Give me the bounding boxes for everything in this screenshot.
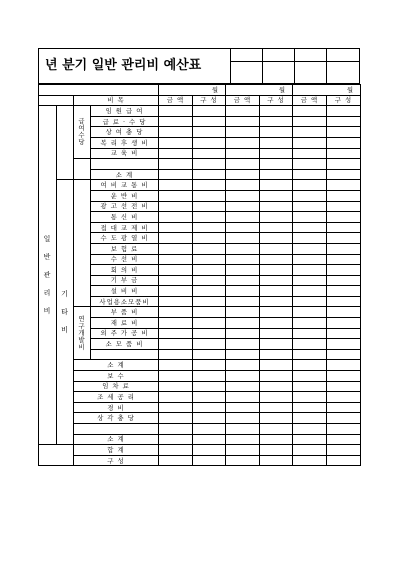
salary-sub-blank bbox=[74, 159, 91, 180]
value-cell[interactable] bbox=[226, 116, 260, 127]
value-cell[interactable] bbox=[193, 339, 226, 350]
value-cell[interactable] bbox=[327, 339, 361, 350]
group-rnd-label bbox=[74, 307, 91, 360]
value-cell[interactable] bbox=[193, 169, 226, 180]
value-cell[interactable] bbox=[327, 169, 361, 180]
value-cell[interactable] bbox=[226, 413, 260, 424]
value-cell[interactable] bbox=[260, 413, 293, 424]
value-cell[interactable] bbox=[293, 360, 327, 371]
column-header-row bbox=[39, 95, 361, 106]
value-cell[interactable] bbox=[193, 265, 226, 276]
value-cell[interactable] bbox=[293, 296, 327, 307]
value-cell[interactable] bbox=[226, 137, 260, 148]
value-cell[interactable] bbox=[193, 328, 226, 339]
value-cell[interactable] bbox=[260, 201, 293, 212]
table-row bbox=[39, 455, 361, 466]
value-cell[interactable] bbox=[159, 445, 193, 456]
value-cell[interactable] bbox=[327, 402, 361, 413]
value-cell[interactable] bbox=[159, 212, 193, 223]
value-cell[interactable] bbox=[193, 318, 226, 329]
value-cell[interactable] bbox=[293, 307, 327, 318]
value-cell[interactable] bbox=[159, 339, 193, 350]
value-cell[interactable] bbox=[293, 381, 327, 392]
composition-header-2: 구 성 bbox=[267, 96, 285, 105]
group-salary-label-char: 여 bbox=[78, 124, 86, 133]
value-cell[interactable] bbox=[193, 275, 226, 286]
value-cell[interactable] bbox=[159, 116, 193, 127]
value-cell[interactable] bbox=[327, 445, 361, 456]
value-cell[interactable] bbox=[260, 371, 293, 382]
value-cell[interactable] bbox=[327, 424, 361, 435]
value-cell[interactable] bbox=[193, 371, 226, 382]
group-salary-label-char: 당 bbox=[78, 138, 86, 147]
row-label: 소 계 bbox=[74, 360, 159, 371]
value-cell[interactable] bbox=[293, 243, 327, 254]
group-salary-blank bbox=[57, 106, 74, 180]
value-cell[interactable] bbox=[293, 318, 327, 329]
value-cell[interactable] bbox=[327, 360, 361, 371]
value-cell[interactable] bbox=[293, 106, 327, 117]
value-cell[interactable] bbox=[260, 106, 293, 117]
value-cell[interactable] bbox=[193, 127, 226, 138]
value-cell[interactable] bbox=[293, 190, 327, 201]
value-cell[interactable] bbox=[226, 424, 260, 435]
value-cell[interactable] bbox=[327, 212, 361, 223]
group-other-label-char: 비 bbox=[61, 326, 69, 335]
value-cell[interactable] bbox=[159, 190, 193, 201]
month-label-1: 월 bbox=[211, 85, 219, 94]
value-cell[interactable] bbox=[293, 180, 327, 191]
value-cell[interactable] bbox=[159, 169, 193, 180]
value-cell[interactable] bbox=[293, 137, 327, 148]
table-row bbox=[39, 381, 361, 392]
value-cell[interactable] bbox=[193, 434, 226, 445]
value-cell[interactable] bbox=[293, 169, 327, 180]
value-cell[interactable] bbox=[293, 116, 327, 127]
value-cell[interactable] bbox=[193, 137, 226, 148]
value-cell[interactable] bbox=[159, 137, 193, 148]
value-cell[interactable] bbox=[327, 392, 361, 403]
value-cell[interactable] bbox=[193, 233, 226, 244]
value-cell[interactable] bbox=[327, 159, 361, 170]
value-cell[interactable] bbox=[260, 445, 293, 456]
row-label: 통 신 비 bbox=[91, 212, 159, 223]
value-cell[interactable] bbox=[226, 275, 260, 286]
value-cell[interactable] bbox=[260, 349, 293, 360]
value-cell[interactable] bbox=[260, 381, 293, 392]
value-cell[interactable] bbox=[159, 402, 193, 413]
value-cell[interactable] bbox=[226, 349, 260, 360]
table-row bbox=[39, 360, 361, 371]
row-label: 소 계 bbox=[74, 434, 159, 445]
value-cell[interactable] bbox=[159, 243, 193, 254]
value-cell[interactable] bbox=[193, 307, 226, 318]
value-cell[interactable] bbox=[226, 265, 260, 276]
row-label: 임 차 료 bbox=[74, 381, 159, 392]
value-cell[interactable] bbox=[260, 286, 293, 297]
value-cell[interactable] bbox=[327, 328, 361, 339]
value-cell[interactable] bbox=[226, 233, 260, 244]
row-label: 보 험 료 bbox=[91, 243, 159, 254]
value-cell[interactable] bbox=[293, 434, 327, 445]
table-row bbox=[39, 159, 361, 170]
value-cell[interactable] bbox=[260, 392, 293, 403]
value-cell[interactable] bbox=[293, 265, 327, 276]
value-cell[interactable] bbox=[260, 137, 293, 148]
value-cell[interactable] bbox=[226, 402, 260, 413]
group-general-label-char: 리 bbox=[43, 289, 52, 298]
value-cell[interactable] bbox=[260, 402, 293, 413]
value-cell[interactable] bbox=[226, 201, 260, 212]
group-rnd-label-char: 비 bbox=[78, 342, 86, 351]
value-cell[interactable] bbox=[327, 106, 361, 117]
row-label: 수 선 비 bbox=[91, 254, 159, 265]
value-cell[interactable] bbox=[293, 339, 327, 350]
value-cell[interactable] bbox=[226, 381, 260, 392]
value-cell[interactable] bbox=[159, 307, 193, 318]
value-cell[interactable] bbox=[159, 233, 193, 244]
value-cell[interactable] bbox=[327, 265, 361, 276]
value-cell[interactable] bbox=[293, 445, 327, 456]
group-general-label bbox=[39, 106, 57, 445]
value-cell[interactable] bbox=[260, 265, 293, 276]
value-cell[interactable] bbox=[327, 116, 361, 127]
row-label: 합 계 bbox=[74, 445, 159, 456]
value-cell[interactable] bbox=[293, 159, 327, 170]
value-cell[interactable] bbox=[159, 455, 193, 466]
value-cell[interactable] bbox=[327, 286, 361, 297]
value-cell[interactable] bbox=[327, 127, 361, 138]
value-cell[interactable] bbox=[293, 402, 327, 413]
value-cell[interactable] bbox=[193, 424, 226, 435]
composition-header-3: 구 성 bbox=[334, 96, 353, 105]
value-cell[interactable] bbox=[260, 434, 293, 445]
group-salary-label-char: 급 bbox=[78, 117, 86, 126]
table-row bbox=[39, 106, 361, 117]
group-other-label bbox=[57, 180, 74, 445]
value-cell[interactable] bbox=[193, 254, 226, 265]
value-cell[interactable] bbox=[193, 413, 226, 424]
value-cell[interactable] bbox=[293, 392, 327, 403]
value-cell[interactable] bbox=[226, 307, 260, 318]
value-cell[interactable] bbox=[226, 159, 260, 170]
row-label: 상 여 충 당 bbox=[91, 127, 159, 138]
value-cell[interactable] bbox=[293, 254, 327, 265]
value-cell[interactable] bbox=[159, 127, 193, 138]
value-cell[interactable] bbox=[193, 381, 226, 392]
month-label-3: 월 bbox=[346, 85, 354, 94]
value-cell[interactable] bbox=[327, 148, 361, 159]
group-general-label-char: 일 bbox=[43, 235, 52, 244]
row-label: 회 의 비 bbox=[91, 265, 159, 276]
value-cell[interactable] bbox=[193, 159, 226, 170]
budget-sheet bbox=[38, 48, 360, 515]
value-cell[interactable] bbox=[293, 328, 327, 339]
value-cell[interactable] bbox=[193, 349, 226, 360]
value-cell[interactable] bbox=[293, 201, 327, 212]
row-label: 수 도 광 열 비 bbox=[91, 233, 159, 244]
value-cell[interactable] bbox=[260, 424, 293, 435]
row-label: 보 수 bbox=[74, 371, 159, 382]
value-cell[interactable] bbox=[193, 455, 226, 466]
value-cell[interactable] bbox=[226, 148, 260, 159]
value-cell[interactable] bbox=[327, 243, 361, 254]
value-cell[interactable] bbox=[159, 392, 193, 403]
row-label: 설 비 비 bbox=[91, 286, 159, 297]
value-cell[interactable] bbox=[293, 275, 327, 286]
group-other-label-char: 기 bbox=[61, 290, 69, 299]
value-cell[interactable] bbox=[226, 371, 260, 382]
value-cell[interactable] bbox=[260, 148, 293, 159]
item-header: 비 목 bbox=[107, 96, 125, 105]
value-cell[interactable] bbox=[159, 286, 193, 297]
value-cell[interactable] bbox=[327, 254, 361, 265]
value-cell[interactable] bbox=[260, 307, 293, 318]
value-cell[interactable] bbox=[293, 233, 327, 244]
value-cell[interactable] bbox=[226, 296, 260, 307]
value-cell[interactable] bbox=[226, 190, 260, 201]
value-cell[interactable] bbox=[260, 159, 293, 170]
table-row bbox=[39, 371, 361, 382]
value-cell[interactable] bbox=[193, 360, 226, 371]
value-cell[interactable] bbox=[293, 212, 327, 223]
group-rnd-label-char: 구 bbox=[78, 321, 86, 330]
value-cell[interactable] bbox=[226, 286, 260, 297]
value-cell[interactable] bbox=[327, 381, 361, 392]
row-label: 접 대 교 제 비 bbox=[91, 222, 159, 233]
value-cell[interactable] bbox=[327, 275, 361, 286]
value-cell[interactable] bbox=[226, 445, 260, 456]
row-label: 부 품 비 bbox=[91, 307, 159, 318]
row-label: 사업용소모품비 bbox=[91, 296, 159, 307]
value-cell[interactable] bbox=[226, 455, 260, 466]
value-cell[interactable] bbox=[159, 360, 193, 371]
value-cell[interactable] bbox=[226, 212, 260, 223]
value-cell[interactable] bbox=[260, 328, 293, 339]
value-cell[interactable] bbox=[159, 381, 193, 392]
row-label: 소 모 품 비 bbox=[91, 339, 159, 350]
value-cell[interactable] bbox=[226, 243, 260, 254]
value-cell[interactable] bbox=[193, 180, 226, 191]
table-row bbox=[39, 307, 361, 318]
value-cell[interactable] bbox=[226, 318, 260, 329]
value-cell[interactable] bbox=[159, 434, 193, 445]
value-cell[interactable] bbox=[327, 137, 361, 148]
value-cell[interactable] bbox=[293, 127, 327, 138]
value-cell[interactable] bbox=[226, 360, 260, 371]
value-cell[interactable] bbox=[226, 339, 260, 350]
row-label: 소 계 bbox=[91, 169, 159, 180]
value-cell[interactable] bbox=[159, 413, 193, 424]
value-cell[interactable] bbox=[226, 127, 260, 138]
value-cell[interactable] bbox=[260, 169, 293, 180]
value-cell[interactable] bbox=[327, 296, 361, 307]
value-cell[interactable] bbox=[260, 339, 293, 350]
group-rnd-label-char: 발 bbox=[78, 335, 86, 344]
group-general-label-char: 반 bbox=[43, 253, 52, 262]
value-cell[interactable] bbox=[260, 296, 293, 307]
value-cell[interactable] bbox=[193, 148, 226, 159]
row-label: 복 리 후 생 비 bbox=[91, 137, 159, 148]
value-cell[interactable] bbox=[193, 201, 226, 212]
value-cell[interactable] bbox=[260, 116, 293, 127]
value-cell[interactable] bbox=[159, 349, 193, 360]
group-salary-label bbox=[74, 106, 91, 159]
table-row bbox=[39, 445, 361, 456]
value-cell[interactable] bbox=[260, 275, 293, 286]
row-label: 임 원 급 여 bbox=[91, 106, 159, 117]
value-cell[interactable] bbox=[159, 106, 193, 117]
group-other-label-char: 타 bbox=[61, 308, 69, 317]
value-cell[interactable] bbox=[159, 328, 193, 339]
value-cell[interactable] bbox=[293, 455, 327, 466]
value-cell[interactable] bbox=[293, 222, 327, 233]
value-cell[interactable] bbox=[159, 180, 193, 191]
value-cell[interactable] bbox=[327, 307, 361, 318]
table-row bbox=[39, 180, 361, 191]
table-row bbox=[39, 392, 361, 403]
value-cell[interactable] bbox=[293, 413, 327, 424]
value-cell[interactable] bbox=[226, 328, 260, 339]
row-label: 구 성 bbox=[74, 455, 159, 466]
row-label: 급 료 · 수 당 bbox=[91, 116, 159, 127]
row-label bbox=[74, 424, 159, 435]
amount-header-3: 금 액 bbox=[300, 96, 319, 105]
value-cell[interactable] bbox=[159, 159, 193, 170]
value-cell[interactable] bbox=[193, 445, 226, 456]
value-cell[interactable] bbox=[327, 233, 361, 244]
value-cell[interactable] bbox=[260, 254, 293, 265]
table-row bbox=[39, 424, 361, 435]
value-cell[interactable] bbox=[260, 455, 293, 466]
value-cell[interactable] bbox=[260, 243, 293, 254]
value-cell[interactable] bbox=[293, 371, 327, 382]
row-label: 재 료 비 bbox=[91, 318, 159, 329]
value-cell[interactable] bbox=[193, 106, 226, 117]
value-cell[interactable] bbox=[226, 180, 260, 191]
row-label: 운 반 비 bbox=[91, 190, 159, 201]
value-cell[interactable] bbox=[193, 392, 226, 403]
value-cell[interactable] bbox=[159, 148, 193, 159]
value-cell[interactable] bbox=[260, 222, 293, 233]
row-label: 기 부 금 bbox=[91, 275, 159, 286]
row-label: 상 각 충 당 bbox=[74, 413, 159, 424]
row-label: 여 비 교 통 비 bbox=[91, 180, 159, 191]
row-label: 외 주 가 공 비 bbox=[91, 328, 159, 339]
table-row bbox=[39, 402, 361, 413]
value-cell[interactable] bbox=[159, 318, 193, 329]
value-cell[interactable] bbox=[226, 222, 260, 233]
value-cell[interactable] bbox=[327, 190, 361, 201]
amount-header-1: 금 액 bbox=[166, 96, 185, 105]
value-cell[interactable] bbox=[327, 349, 361, 360]
value-cell[interactable] bbox=[226, 106, 260, 117]
value-cell[interactable] bbox=[226, 434, 260, 445]
value-cell[interactable] bbox=[159, 371, 193, 382]
value-cell[interactable] bbox=[193, 212, 226, 223]
value-cell[interactable] bbox=[193, 296, 226, 307]
totals-blank bbox=[39, 445, 74, 466]
approval-box bbox=[230, 48, 360, 84]
value-cell[interactable] bbox=[260, 180, 293, 191]
amount-header-2: 금 액 bbox=[233, 96, 252, 105]
composition-header-1: 구 성 bbox=[200, 96, 218, 105]
value-cell[interactable] bbox=[327, 201, 361, 212]
value-cell[interactable] bbox=[293, 424, 327, 435]
value-cell[interactable] bbox=[260, 318, 293, 329]
value-cell[interactable] bbox=[226, 169, 260, 180]
value-cell[interactable] bbox=[193, 116, 226, 127]
value-cell[interactable] bbox=[327, 434, 361, 445]
value-cell[interactable] bbox=[260, 233, 293, 244]
value-cell[interactable] bbox=[260, 360, 293, 371]
value-cell[interactable] bbox=[159, 424, 193, 435]
value-cell[interactable] bbox=[293, 148, 327, 159]
value-cell[interactable] bbox=[327, 180, 361, 191]
value-cell[interactable] bbox=[193, 286, 226, 297]
value-cell[interactable] bbox=[159, 254, 193, 265]
value-cell[interactable] bbox=[193, 402, 226, 413]
value-cell[interactable] bbox=[327, 318, 361, 329]
value-cell[interactable] bbox=[293, 286, 327, 297]
value-cell[interactable] bbox=[159, 222, 193, 233]
value-cell[interactable] bbox=[327, 222, 361, 233]
value-cell[interactable] bbox=[226, 254, 260, 265]
group-general-label-char: 비 bbox=[43, 307, 52, 316]
value-cell[interactable] bbox=[327, 455, 361, 466]
row-label: 광 고 선 전 비 bbox=[91, 201, 159, 212]
value-cell[interactable] bbox=[327, 371, 361, 382]
value-cell[interactable] bbox=[260, 212, 293, 223]
value-cell[interactable] bbox=[159, 201, 193, 212]
value-cell[interactable] bbox=[327, 413, 361, 424]
page-title: 년 분기 일반 관리비 예산표 bbox=[38, 48, 230, 84]
group-rnd-label-char: 개 bbox=[78, 328, 86, 337]
table-row bbox=[39, 413, 361, 424]
value-cell[interactable] bbox=[260, 190, 293, 201]
table-row bbox=[39, 434, 361, 445]
group-salary-label-char: 수 bbox=[78, 131, 86, 140]
budget-table bbox=[38, 84, 361, 466]
value-cell[interactable] bbox=[159, 265, 193, 276]
group-rnd-label-char: 연 bbox=[78, 314, 86, 323]
row-label: 교 육 비 bbox=[91, 148, 159, 159]
value-cell[interactable] bbox=[159, 275, 193, 286]
value-cell[interactable] bbox=[159, 296, 193, 307]
value-cell[interactable] bbox=[226, 392, 260, 403]
month-label-2: 월 bbox=[278, 85, 286, 94]
value-cell[interactable] bbox=[193, 190, 226, 201]
row-label bbox=[91, 349, 159, 360]
group-general-label-char: 관 bbox=[43, 271, 52, 280]
row-label bbox=[91, 159, 159, 170]
value-cell[interactable] bbox=[260, 127, 293, 138]
row-label: 조 세 공 리 bbox=[74, 392, 159, 403]
value-cell[interactable] bbox=[193, 243, 226, 254]
group-other-blank bbox=[74, 180, 91, 307]
month-header-row bbox=[39, 85, 361, 96]
row-label: 경 비 bbox=[74, 402, 159, 413]
value-cell[interactable] bbox=[193, 222, 226, 233]
value-cell[interactable] bbox=[293, 349, 327, 360]
